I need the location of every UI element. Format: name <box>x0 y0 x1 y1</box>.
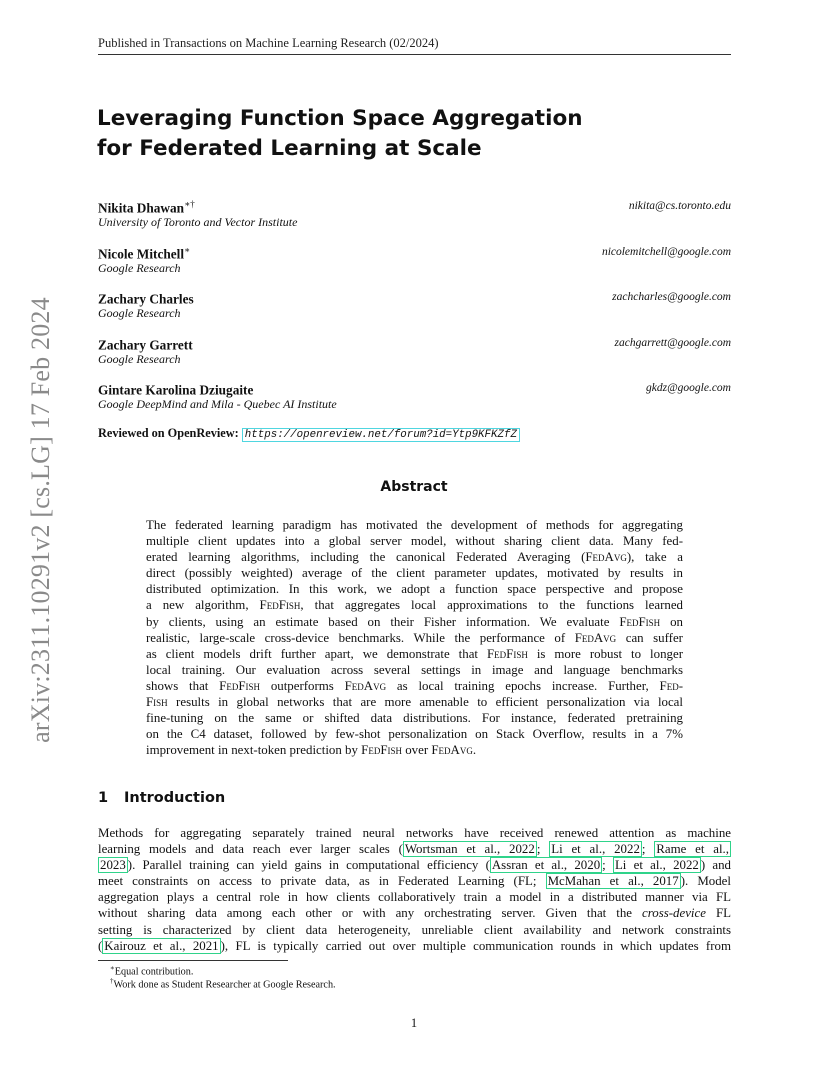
review-label: Reviewed on OpenReview: <box>98 426 239 440</box>
author-email[interactable]: zachcharles@google.com <box>612 291 731 303</box>
author-email[interactable]: gkdz@google.com <box>646 382 731 394</box>
author-name: Nikita Dhawan∗† <box>98 199 195 216</box>
author-affiliation: University of Toronto and Vector Institute <box>98 215 298 229</box>
author-block <box>98 199 731 235</box>
author-affiliation: Google Research <box>98 352 181 366</box>
author-affiliation: Google Research <box>98 261 181 275</box>
paper-title <box>97 104 657 164</box>
author-affiliation: Google DeepMind and Mila - Quebec AI Institute <box>98 397 337 411</box>
title-line-2: for Federated Learning at Scale <box>97 136 482 161</box>
author-name: Nicole Mitchell∗ <box>98 245 191 262</box>
author-affiliation: Google Research <box>98 306 181 320</box>
author-email[interactable]: nikita@cs.toronto.edu <box>628 200 731 212</box>
author-block <box>98 245 731 281</box>
author-block <box>98 336 731 372</box>
author-name: Gintare Karolina Dziugaite <box>98 382 254 398</box>
author-block <box>98 290 731 326</box>
page-number: 1 <box>410 1016 418 1030</box>
title-line-1: Leveraging Function Space Aggregation <box>97 106 583 131</box>
running-header: Published in Transactions on Machine Learning Research (02/2024) <box>98 36 731 55</box>
author-email[interactable]: zachgarrett@google.com <box>614 337 731 349</box>
review-line <box>98 426 520 441</box>
abstract-body: The federated learning paradigm has motivated the development of methods for aggregating multiple client updates into a global server model, without sharing client data. Many fed- erated learning algorithms, including the canonical Federated Averaging (FedAvg), take a direct (possibly weighted) average of the client parameter updates, motivated by results in distributed optimization. In this work, we adopt a function space perspective and propose a new algorithm, FedFish, that aggregates local approximations to the functions learned by clients, using an estimate based on their Fisher information. We evaluate FedFish on realistic, large-scale cross-device benchmarks. While the performance of FedAvg can suffer as client models drift further apart, we demonstrate that FedFish is more robust to longer local training. Our evaluation across several settings in image and language benchmarks shows that FedFish outperforms FedAvg as local training epochs increase. Further, Fed- Fish results in global networks that are more amenable to efficient personalization via local fine-tuning on the same or shifted data distributions. For instance, federated pretraining on the C4 dataset, followed by few-shot personalization on Stack Overflow, results in a 7% improvement in next-token prediction by FedFish over FedAvg. <box>146 518 683 758</box>
footnote: †Work done as Student Researcher at Google Research. <box>110 977 336 991</box>
author-block <box>98 381 731 417</box>
footnote-rule <box>98 960 288 961</box>
footnote: ∗Equal contribution. <box>110 964 194 978</box>
arxiv-stamp: arXiv:2311.10291v2 [cs.LG] 17 Feb 2024 <box>26 297 55 743</box>
section-number: 1 <box>98 790 109 806</box>
openreview-link[interactable]: https://openreview.net/forum?id=Ytp9KFKZfZ <box>242 428 520 442</box>
section-heading <box>98 790 225 806</box>
abstract-heading: Abstract <box>380 479 448 495</box>
author-name: Zachary Garrett <box>98 337 193 353</box>
section-title: Introduction <box>124 790 226 806</box>
introduction-body: Methods for aggregating separately trained neural networks have received renewed attention as machine learning models and data reach ever larger scales ( Wortsman et al., 2022 ; Li et al., 2022 ; Rame et al., 2023 ). Parallel training can yield gains in computational efficiency ( Assran et al., 2020 ; Li et al., 2022 ) and meet constraints on access to private data, as in Federated Learning (FL; McMahan et al., 2017 ). Model aggregation plays a central role in how clients collaboratively train a model in a distributed manner via FL without sharing data among each other or with any orchestrating server. Given that the cross-device FL setting is characterized by client data heterogeneity, unreliable client availability and network constraints ( Kairouz et al., 2021 ), FL is typically carried out over multiple communication rounds in which updates from <box>98 826 731 953</box>
author-email[interactable]: nicolemitchell@google.com <box>601 246 731 258</box>
author-name: Zachary Charles <box>98 291 194 307</box>
